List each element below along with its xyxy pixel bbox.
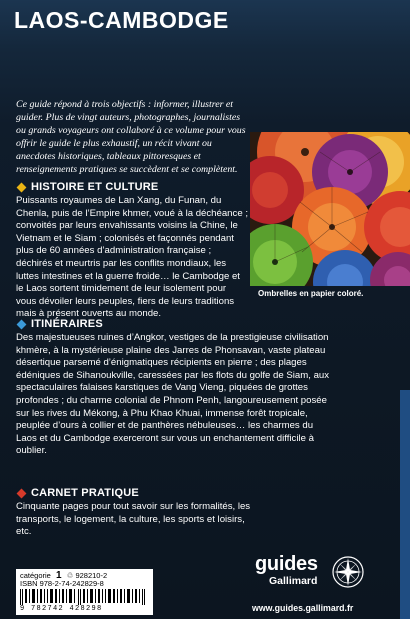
section-heading-label: HISTOIRE ET CULTURE (31, 181, 159, 193)
section-heading-carnet (18, 487, 139, 499)
barcode-panel (16, 569, 153, 615)
reference-number: 928210-2 (75, 571, 108, 580)
recycle-icon: ♲ (66, 571, 74, 580)
umbrellas-photo (250, 132, 410, 286)
section-heading-histoire (18, 181, 158, 193)
book-title: LAOS-CAMBODGE (14, 7, 229, 33)
intro-paragraph: Ce guide répond à trois objectifs : informer, illustrer et guider. Plus de vingt auteurs, photographes, journalistes ou grands voyageurs ont collaboré à ce volume pour vous offrir le guide le plus exhaustif, un récit vivant ou anecdotes historiques, tableaux pittoresques et renseignements pratiques se succèdent et se complètent. (16, 99, 246, 176)
logo-guides-text: guides (255, 553, 318, 575)
section-text-histoire: Puissants royaumes de Lan Xang, du Funan, du Chenla, puis de l’Empire khmer, voué à la déchéance ; convoités par leurs envahissants voisins la Chine, le Vietnam et le Siam ; colonisés et façonnés pendant plus de 60 années d’administration française ; déchirés et meurtris par les conflits mondiaux, les luttes intestines et la guerre froide… le Cambodge et le Laos sortent timidement de leur isolement pour vous dévoiler leurs peuples, fiers de leurs traditions mais à présent ouverts au monde. (16, 195, 248, 320)
category-label: catégorie (20, 571, 51, 580)
section-heading-label: CARNET PRATIQUE (31, 487, 139, 499)
barcode-digits: 9 782742 428298 (20, 605, 103, 613)
photo-caption: Ombrelles en papier coloré. (258, 289, 364, 298)
logo-gallimard-text: Gallimard (269, 575, 318, 587)
section-text-itineraires: Des majestueuses ruines d’Angkor, vestiges de la prestigieuse civilisation khmère, à la mystérieuse plaine des Jarres de Phonsavan, vaste plateau désertique parsemé d’énigmatiques récipients en pierre ; des plages édéniques de Sihanoukville, caressées par les flots du golfe de Siam, aux spectaculaires falaises karstiques de Vang Vieng, piquées de grottes profondes ; du charme colonial de Phnom Penh, langoureusement posée sur les rives du Mékong, à Phu Khao Khuai, immense forêt tropicale, peuplée d’ours à collier et de panthères nébuleuses… les charmes du Laos et du Cambodge exerceront sur vous un enchantement difficile à oublier. (16, 332, 330, 457)
diamond-bullet-icon (17, 319, 27, 329)
section-heading-label: ITINÉRAIRES (31, 318, 103, 330)
isbn-text: ISBN 978-2-74-242829-8 (20, 579, 104, 588)
section-text-carnet: Cinquante pages pour tout savoir sur les formalités, les transports, le logement, la culture, les sports et loisirs, etc. (16, 501, 251, 538)
edge-band (400, 390, 410, 619)
compass-rose-icon (331, 555, 365, 589)
diamond-bullet-icon (17, 182, 27, 192)
category-number: 1 (55, 570, 62, 581)
paper-umbrellas-illustration (250, 132, 410, 286)
publisher-url: www.guides.gallimard.fr (252, 603, 354, 613)
publisher-logo (255, 555, 367, 595)
section-heading-itineraires (18, 318, 103, 330)
diamond-bullet-icon (17, 488, 27, 498)
barcode-bars-icon (20, 589, 148, 605)
